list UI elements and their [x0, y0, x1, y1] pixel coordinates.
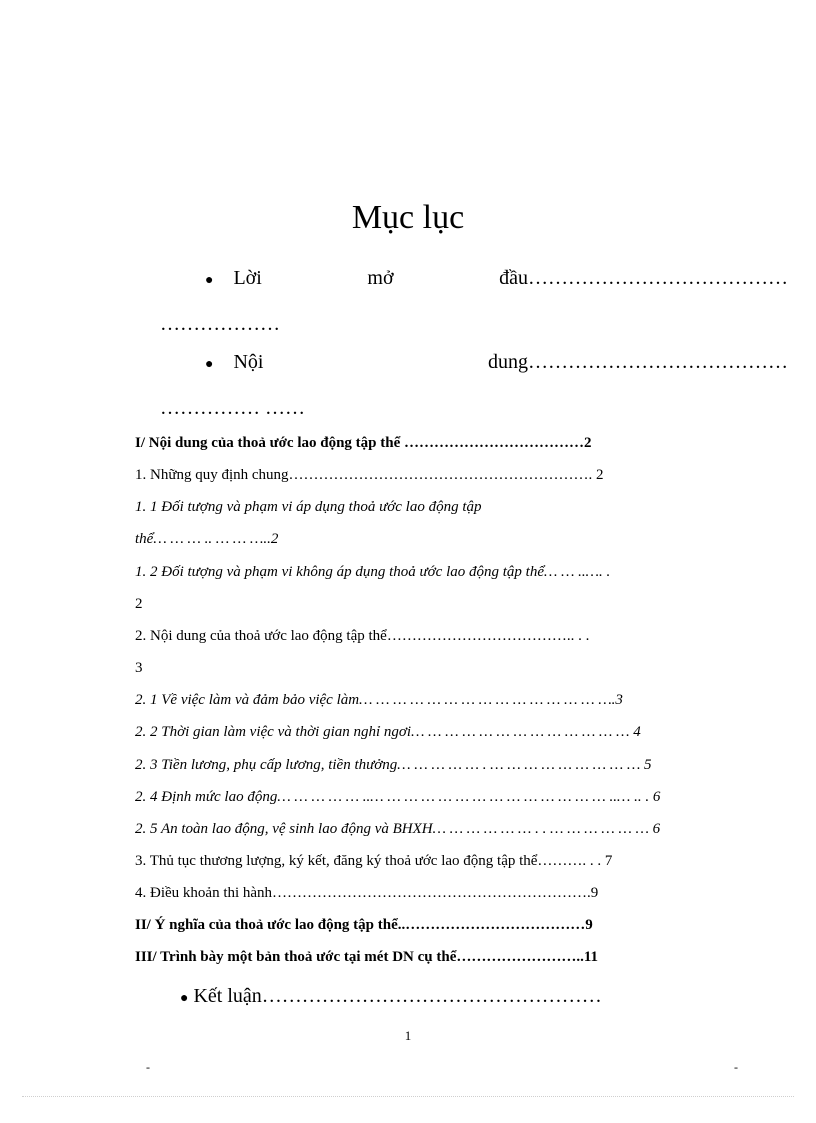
toc-entry: 1. 1 Đối tượng và phạm vi áp dụng thoả ước lao động tập: [135, 499, 482, 515]
content-word-2: dung…………………………………: [488, 351, 788, 373]
toc-entry: II/ Ý nghĩa của thoả ước lao động tập thể..………………………………9: [135, 917, 593, 933]
toc-entry: 3: [135, 660, 143, 676]
toc-entry: 3. Thủ tục thương lượng, ký kết, đăng ký thoả ước lao động tập thể………. . . 7: [135, 853, 613, 869]
toc-entry: thể… … … .. … … …..2: [135, 531, 279, 547]
toc-entry: 2. 1 Về việc làm và đảm bảo việc làm… … … … … … … … … … … … … … ….3: [135, 692, 623, 708]
toc-entry: 2. Nội dung của thoả ước lao động tập thể……………………………….. . .: [135, 628, 590, 644]
intro-continuation: ………………: [160, 313, 280, 335]
content-word-1: Nội: [233, 351, 264, 373]
toc-entry: III/ Trình bày một bản thoả ước tại mét DN cụ thể……………………..11: [135, 949, 599, 965]
toc-entry: 2: [135, 596, 143, 612]
toc-entry: 2. 4 Định mức lao động… … … … … ..… … … … … … … … … … … … … … ..… .. . 6: [135, 789, 661, 805]
bullet-icon: ●: [180, 991, 189, 1006]
content-continuation: …………… ……: [160, 397, 305, 419]
toc-entry: 1. Những quy định chung……………………………………………………. 2: [135, 467, 604, 483]
bullet-icon: ●: [205, 357, 214, 372]
toc-intro-row: [205, 264, 788, 295]
conclusion-text: Kết luận……………………………………………: [193, 985, 602, 1007]
toc-entry: 2. 5 An toàn lao động, vệ sinh lao động và BHXH… … … … … … . . … … … … … … 6: [135, 821, 661, 837]
toc-entry: 1. 2 Đối tượng và phạm vi không áp dụng thoả ước lao động tập thể… … ..…. .: [135, 564, 611, 580]
toc-entry: I/ Nội dung của thoả ước lao động tập thể ………………………………2: [135, 435, 592, 451]
toc-entry: 2. 3 Tiền lương, phụ cấp lương, tiền thưởng… … … … … . … … … … … … … … … 5: [135, 757, 652, 773]
footer-mark-right: -: [734, 1060, 738, 1074]
toc-content-row: [205, 348, 788, 379]
toc-conclusion-row: [180, 982, 602, 1013]
toc-entry: 4. Điều khoản thi hành……………………………………………………….9: [135, 885, 599, 901]
page-divider: [22, 1096, 794, 1097]
intro-first: [205, 264, 262, 295]
intro-word-2: mở: [367, 267, 394, 289]
document-title: Mục lục: [351, 199, 465, 236]
toc-entry: 2. 2 Thời gian làm việc và thời gian nghỉ ngơi… … … … … … … … … … … … … 4: [135, 724, 641, 740]
content-first: [205, 348, 263, 379]
intro-word-3: đầu…………………………………: [499, 267, 788, 289]
intro-word-1: Lời: [233, 267, 262, 289]
footer-mark-left: -: [146, 1060, 150, 1074]
page-number: 1: [404, 1028, 412, 1043]
bullet-icon: ●: [205, 273, 214, 288]
